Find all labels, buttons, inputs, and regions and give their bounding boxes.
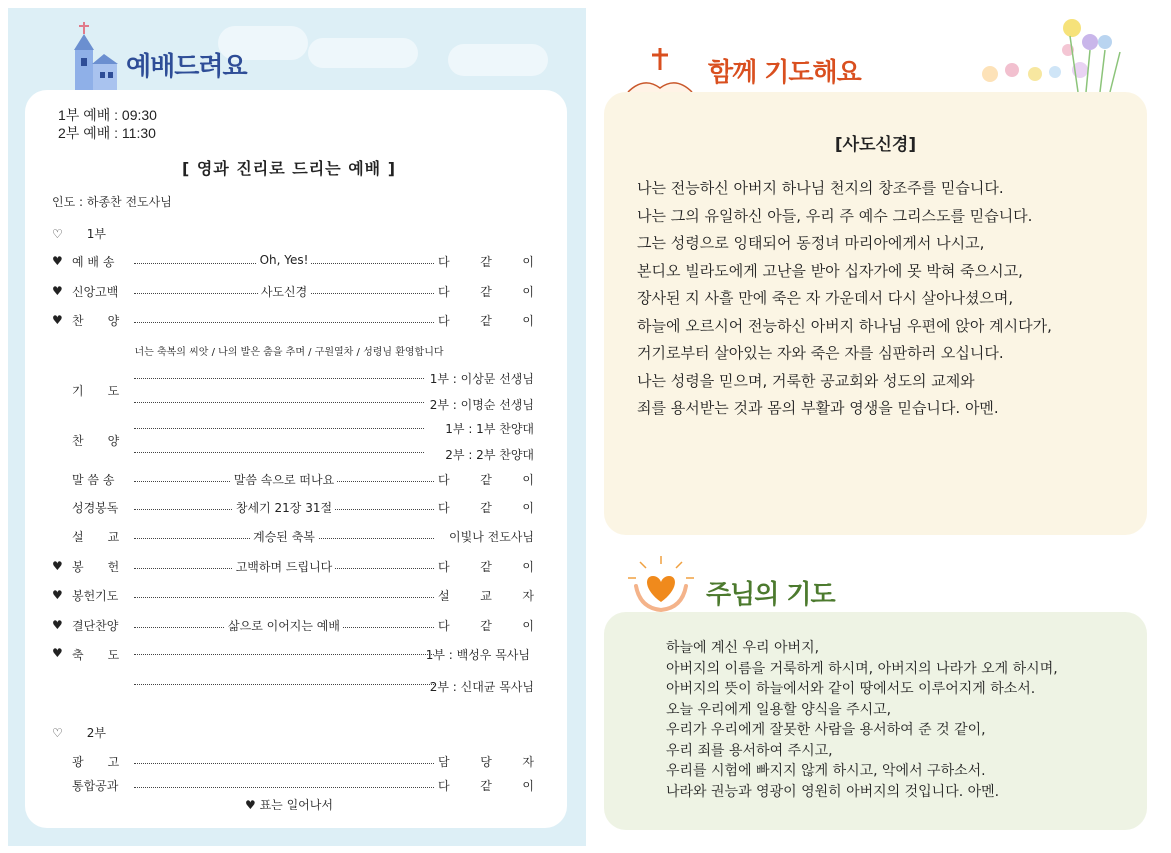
dot-leader [134, 394, 424, 403]
creed-line: 거기로부터 살아있는 자와 죽은 자를 심판하러 오십니다. [637, 344, 1004, 362]
order-person: 담 당 자 [438, 755, 534, 769]
order-row [52, 587, 534, 607]
dot-leader [134, 753, 434, 764]
blessing-first: 1부 : 백성우 목사님 [425, 648, 530, 662]
order-row [52, 558, 534, 578]
order-label: 축 도 [72, 648, 120, 662]
lord-prayer-line: 우리 죄를 용서하여 주시고, [666, 742, 833, 759]
order-person: 다 같 이 [438, 779, 534, 793]
order-label: 설 교 [72, 530, 120, 544]
order-content: 사도신경 [258, 285, 310, 299]
order-row [52, 499, 534, 519]
order-row [52, 528, 534, 548]
blessing-second: 2부 : 신대균 목사님 [429, 680, 534, 694]
creed-line: 나는 성령을 믿으며, 거룩한 공교회와 성도의 교제와 [637, 371, 975, 390]
order-label: 성경봉독 [72, 501, 119, 515]
heart-mark: ♥ [52, 254, 63, 268]
order-label: 봉 헌 [72, 560, 120, 574]
order-row [52, 777, 534, 797]
order-content: 고백하며 드립니다 [233, 560, 336, 574]
order-person: 다 같 이 [438, 285, 534, 299]
order-row [52, 283, 534, 303]
creed-line: 장사된 지 사흘 만에 죽은 자 가운데서 다시 살아나셨으며, [637, 289, 1014, 307]
dot-leader [134, 587, 434, 598]
time-first: 1부 예배 : 09:30 [58, 107, 157, 123]
heart-mark: ♥ [52, 588, 63, 602]
order-label: 신앙고백 [72, 285, 119, 299]
lord-prayer-line: 우리를 시험에 빠지지 않게 하시고, 악에서 구하소서. [666, 763, 986, 779]
dot-leader [134, 312, 434, 323]
order-row [52, 253, 534, 273]
part1-label: ♡ 1부 [52, 227, 106, 241]
prayer-first: 1부 : 이상문 선생님 [429, 372, 534, 386]
order-person: 다 같 이 [438, 255, 534, 269]
choir-first: 1부 : 1부 찬양대 [445, 422, 534, 436]
order-label: 기 도 [72, 384, 120, 398]
order-label: 광 고 [72, 755, 120, 769]
order-content: 말씀 속으로 떠나요 [231, 473, 337, 487]
church-icon [62, 20, 122, 92]
creed-line: 그는 성령으로 잉태되어 동정녀 마리아에게서 나시고, [637, 234, 985, 252]
song-list: 너는 축복의 씨앗 / 나의 발은 춤을 추며 / 구원열차 / 성령님 환영합니다 [134, 347, 444, 358]
order-label: 봉헌기도 [72, 589, 119, 603]
order-row [52, 312, 534, 332]
order-content: 삶으로 이어지는 예배 [225, 619, 343, 633]
order-label: 결단찬양 [72, 619, 119, 633]
leader: 인도 : 하종찬 전도사님 [52, 195, 172, 209]
order-label: 찬 양 [72, 434, 120, 448]
stand-note: ♥ 표는 일어나서 [245, 798, 333, 812]
flowers-icon [950, 12, 1140, 94]
lord-prayer-line: 아버지의 이름을 거룩하게 하시며, 아버지의 나라가 오게 하시며, [666, 660, 1058, 677]
creed-title: [사도신경] [834, 135, 917, 155]
heart-mark: ♥ [52, 646, 63, 660]
service-times [58, 106, 157, 142]
heart-mark: ♥ [52, 618, 63, 632]
part2-label: ♡ 2부 [52, 726, 106, 740]
order-person: 다 같 이 [438, 619, 534, 633]
order-content: Oh, Yes! [257, 253, 312, 267]
lord-prayer-line: 우리가 우리에게 잘못한 사람을 용서하여 준 것 같이, [666, 722, 986, 738]
worship-title: 예배드려요 [126, 52, 247, 82]
prayer-row [52, 370, 534, 414]
choir-row [52, 420, 534, 464]
order-person: 다 같 이 [438, 473, 534, 487]
lord-prayer-text [666, 638, 1058, 802]
order-content: 계승된 축복 [250, 530, 318, 544]
dot-leader [134, 676, 434, 685]
heart-mark: ♥ [52, 284, 63, 298]
creed-line: 본디오 빌라도에게 고난을 받아 십자가에 못 박혀 죽으시고, [637, 261, 1023, 280]
order-person: 다 같 이 [438, 314, 534, 328]
dot-leader [134, 646, 434, 655]
dot-leader [134, 370, 424, 379]
pray-title: 함께 기도해요 [708, 58, 861, 88]
creed-line: 나는 전능하신 아버지 하나님 천지의 창조주를 믿습니다. [637, 179, 1004, 197]
service-title: [ 영과 진리로 드리는 예배 ] [181, 159, 397, 178]
lord-prayer-line: 나라와 권능과 영광이 영원히 아버지의 것입니다. 아멘. [666, 783, 1000, 800]
order-label: 예 배 송 [72, 255, 115, 269]
order-label: 통합공과 [72, 779, 119, 793]
choir-second: 2부 : 2부 찬양대 [445, 448, 534, 462]
order-person: 설 교 자 [438, 589, 534, 603]
creed-text [637, 175, 1052, 423]
blessing-row [52, 646, 534, 694]
time-second: 2부 예배 : 11:30 [58, 125, 156, 141]
order-row [52, 753, 534, 773]
lord-prayer-title: 주님의 기도 [706, 580, 835, 610]
lord-prayer-line: 오늘 우리에게 일용할 양식을 주시고, [666, 701, 892, 718]
creed-line: 죄를 용서받는 것과 몸의 부활과 영생을 믿습니다. 아멘. [637, 399, 999, 417]
cloud-decoration [308, 38, 418, 68]
cloud-decoration [448, 44, 548, 76]
prayer-second: 2부 : 이명순 선생님 [429, 398, 534, 412]
dot-leader [134, 777, 434, 788]
order-row [52, 617, 534, 637]
dot-leader [134, 444, 424, 453]
order-label: 찬 양 [72, 314, 120, 328]
order-person: 이빛나 전도사님 [449, 530, 534, 544]
order-person: 다 같 이 [438, 501, 534, 515]
heart-mark: ♥ [52, 559, 63, 573]
order-row [52, 471, 534, 491]
order-label: 말 씀 송 [72, 473, 115, 487]
lord-prayer-line: 하늘에 계신 우리 아버지, [666, 640, 820, 656]
order-person: 다 같 이 [438, 560, 534, 574]
lord-prayer-line: 아버지의 뜻이 하늘에서와 같이 땅에서도 이루어지게 하소서. [666, 681, 1036, 697]
dot-leader [134, 420, 424, 429]
creed-line: 하늘에 오르시어 전능하신 아버지 하나님 우편에 앉아 계시다가, [637, 316, 1052, 335]
order-content: 창세기 21장 31절 [233, 501, 335, 515]
heart-mark: ♥ [52, 313, 63, 327]
heart-hands-icon [626, 556, 696, 614]
creed-line: 나는 그의 유일하신 아들, 우리 주 예수 그리스도를 믿습니다. [637, 206, 1033, 225]
